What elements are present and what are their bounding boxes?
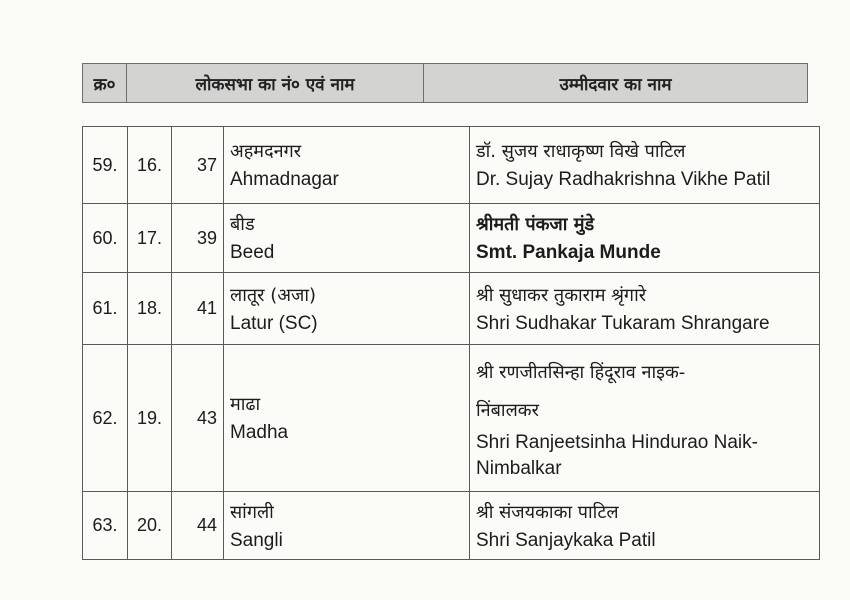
constituency-name-hindi: लातूर (अजा) (230, 284, 317, 306)
candidate-name-hindi-line2: निंबालकर (476, 400, 539, 421)
serial-number: 60. (83, 204, 128, 273)
candidate-table (82, 126, 820, 560)
constituency-name-english: Beed (230, 242, 275, 263)
state-number: 19. (128, 345, 172, 492)
serial-number: 63. (83, 492, 128, 560)
state-number: 20. (128, 492, 172, 560)
header-constituency: लोकसभा का नं० एवं नाम (127, 64, 424, 102)
candidate-name (470, 345, 820, 492)
candidate-name-english: Shri Sanjaykaka Patil (476, 529, 656, 551)
constituency-name (224, 492, 470, 560)
header-serial: क्र० (83, 64, 127, 102)
candidate-name (470, 204, 820, 273)
constituency-name-hindi: बीड (230, 214, 255, 235)
candidate-name-hindi: डॉ. सुजय राधाकृष्ण विखे पाटिल (476, 141, 686, 162)
candidate-name-hindi: श्रीमती पंकजा मुंडे (476, 214, 595, 235)
table-row (83, 492, 820, 560)
constituency-name (224, 345, 470, 492)
constituency-number: 37 (172, 127, 224, 204)
candidate-name-english-line1: Shri Ranjeetsinha Hindurao Naik- (476, 432, 758, 453)
header-candidate: उम्मीदवार का नाम (559, 74, 672, 95)
candidate-name-hindi: श्री सुधाकर तुकाराम श्रृंगारे (476, 284, 647, 306)
table-row (83, 204, 820, 273)
state-number: 16. (128, 127, 172, 204)
constituency-number: 43 (172, 345, 224, 492)
table-row (83, 273, 820, 345)
candidate-name-english: Smt. Pankaja Munde (476, 242, 661, 263)
candidate-name-english-line2: Nimbalkar (476, 458, 562, 479)
constituency-name (224, 273, 470, 345)
serial-number: 59. (83, 127, 128, 204)
candidate-name (470, 492, 820, 560)
constituency-name-english: Latur (SC) (230, 312, 318, 334)
candidate-name-english: Dr. Sujay Radhakrishna Vikhe Patil (476, 169, 771, 190)
constituency-name-english: Sangli (230, 529, 283, 551)
table-row (83, 345, 820, 492)
constituency-name (224, 204, 470, 273)
constituency-name-english: Madha (230, 422, 289, 443)
candidate-name (470, 127, 820, 204)
constituency-number: 39 (172, 204, 224, 273)
candidate-name-hindi: श्री संजयकाका पाटिल (476, 501, 619, 523)
candidate-name (470, 273, 820, 345)
constituency-name-english: Ahmadnagar (230, 169, 339, 190)
constituency-number: 44 (172, 492, 224, 560)
table-row (83, 127, 820, 204)
constituency-number: 41 (172, 273, 224, 345)
state-number: 18. (128, 273, 172, 345)
constituency-name-hindi: अहमदनगर (230, 141, 302, 162)
serial-number: 62. (83, 345, 128, 492)
serial-number: 61. (83, 273, 128, 345)
constituency-name-hindi: सांगली (230, 501, 274, 523)
constituency-name-hindi: माढा (230, 394, 261, 415)
candidate-name-english: Shri Sudhakar Tukaram Shrangare (476, 312, 770, 334)
table-header (82, 63, 808, 103)
candidate-name-hindi-line1: श्री रणजीतसिन्हा हिंदूराव नाइक- (476, 362, 686, 383)
state-number: 17. (128, 204, 172, 273)
constituency-name (224, 127, 470, 204)
